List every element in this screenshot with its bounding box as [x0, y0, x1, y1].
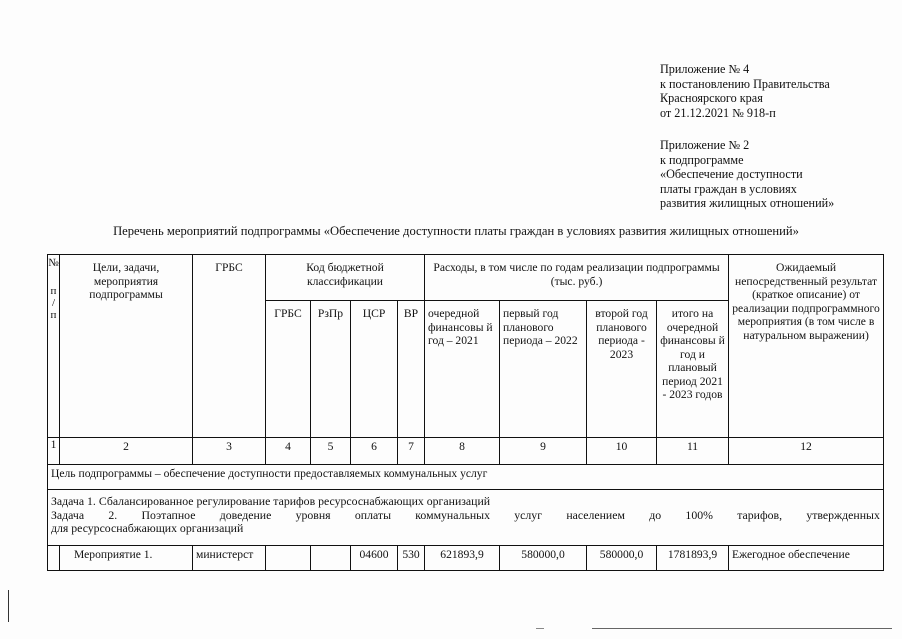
- header-result: Ожидаемый непосредственный результат (краткое описание) от реализации подпрограммного мероприятия (в том числе в натуральном выражении): [729, 255, 884, 438]
- measure-row: [48, 546, 884, 571]
- header-number-sub: п: [50, 309, 57, 321]
- goal-text: Цель подпрограммы – обеспечение доступности предоставляемых коммунальных услуг: [48, 465, 884, 490]
- scan-edge-mark: [8, 590, 9, 622]
- column-number: 6: [351, 438, 398, 465]
- task-2-word: оплаты: [354, 507, 392, 522]
- header-number-sub: п: [50, 285, 57, 297]
- task-row: [48, 490, 884, 546]
- measure-exp-2023: 580000,0: [587, 546, 657, 571]
- appendix-block-resolution: [660, 62, 830, 120]
- task-2-word: уровня: [295, 507, 331, 522]
- document-title: Перечень мероприятий подпрограммы «Обеспечение доступности платы граждан в условиях развития жилищных отношений»: [113, 224, 799, 238]
- header-budget-code: Код бюджетной классификации: [266, 255, 425, 301]
- appendix-line: от 21.12.2021 № 918-п: [660, 105, 776, 120]
- column-number: 9: [500, 438, 587, 465]
- column-number-row: [48, 438, 884, 465]
- header-exp-2021: очередной финансовы й год – 2021: [425, 301, 500, 438]
- column-number: 7: [398, 438, 425, 465]
- appendix-line: Приложение № 2: [660, 138, 750, 152]
- task-1-text: Задача 1. Сбалансированное регулирование тарифов ресурсоснабжающих организаций: [51, 494, 491, 508]
- header-grbs: ГРБС: [193, 255, 266, 438]
- scan-edge-mark: [592, 628, 892, 629]
- task-2-word: населением: [566, 507, 625, 522]
- task-2-word: коммунальных: [415, 507, 490, 522]
- header-code-csr: ЦСР: [351, 301, 398, 438]
- column-number: 1: [48, 438, 60, 465]
- task-2-word: Задача: [51, 507, 85, 522]
- appendix-block-subprogram: [660, 138, 834, 211]
- task-2-word: 100%: [685, 507, 713, 522]
- measure-code-rzpr: [311, 546, 351, 571]
- task-2-word: тарифов,: [737, 507, 783, 522]
- task-2-word: 2.: [108, 507, 118, 522]
- measures-table: [47, 254, 884, 571]
- measure-exp-2021: 621893,9: [425, 546, 500, 571]
- measure-number: [48, 546, 60, 571]
- header-code-vr: ВР: [398, 301, 425, 438]
- header-number: №: [48, 257, 59, 269]
- appendix-line: развития жилищных отношений»: [660, 196, 835, 210]
- column-number: 5: [311, 438, 351, 465]
- task-2-word: Поэтапное: [141, 507, 196, 522]
- task-2-word: утвержденных: [806, 507, 880, 522]
- scan-edge-mark: [536, 628, 544, 629]
- header-code-grbs: ГРБС: [266, 301, 311, 438]
- column-number: 12: [729, 438, 884, 465]
- appendix-line: «Обеспечение доступности: [660, 167, 803, 181]
- task-2-end: для ресурсоснабжающих организаций: [51, 521, 244, 535]
- appendix-line: к постановлению Правительства: [660, 76, 830, 91]
- measure-exp-total: 1781893,9: [657, 546, 729, 571]
- goal-row: [48, 465, 884, 490]
- header-number-sub: /: [51, 297, 56, 309]
- measure-code-grbs: [266, 546, 311, 571]
- task-2-word: до: [649, 507, 662, 522]
- header-row-top: [48, 255, 884, 301]
- measure-name: Мероприятие 1.: [60, 546, 193, 571]
- column-number: 11: [657, 438, 729, 465]
- appendix-line: Приложение № 4: [660, 62, 750, 76]
- header-goals: Цели, задачи, мероприятия подпрограммы: [60, 255, 193, 438]
- task-cell: [48, 490, 884, 546]
- measure-code-vr: 530: [398, 546, 425, 571]
- task-2-word: услуг: [514, 507, 543, 522]
- column-number: 4: [266, 438, 311, 465]
- task-2-line: [51, 509, 880, 523]
- column-number: 8: [425, 438, 500, 465]
- appendix-line: к подпрограмме: [660, 152, 744, 167]
- task-2-word: доведение: [219, 507, 272, 522]
- header-code-rzpr: РзПр: [311, 301, 351, 438]
- column-number: 3: [193, 438, 266, 465]
- header-expenses: Расходы, в том числе по годам реализации подпрограммы (тыс. руб.): [425, 255, 729, 301]
- measure-code-csr: 04600: [351, 546, 398, 571]
- column-number: 10: [587, 438, 657, 465]
- column-number: 2: [60, 438, 193, 465]
- appendix-line: Красноярского края: [660, 91, 763, 105]
- measure-grbs: министерст: [193, 546, 266, 571]
- appendix-line: платы граждан в условиях: [660, 181, 797, 196]
- header-exp-2023: второй год планового периода - 2023: [587, 301, 657, 438]
- header-exp-total: итого на очередной финансовы й год и плановый период 2021 - 2023 годов: [657, 301, 729, 438]
- header-exp-2022: первый год планового периода – 2022: [500, 301, 587, 438]
- header-number-cell: [48, 255, 60, 438]
- measure-exp-2022: 580000,0: [500, 546, 587, 571]
- measure-result: Ежегодное обеспечение: [729, 546, 884, 571]
